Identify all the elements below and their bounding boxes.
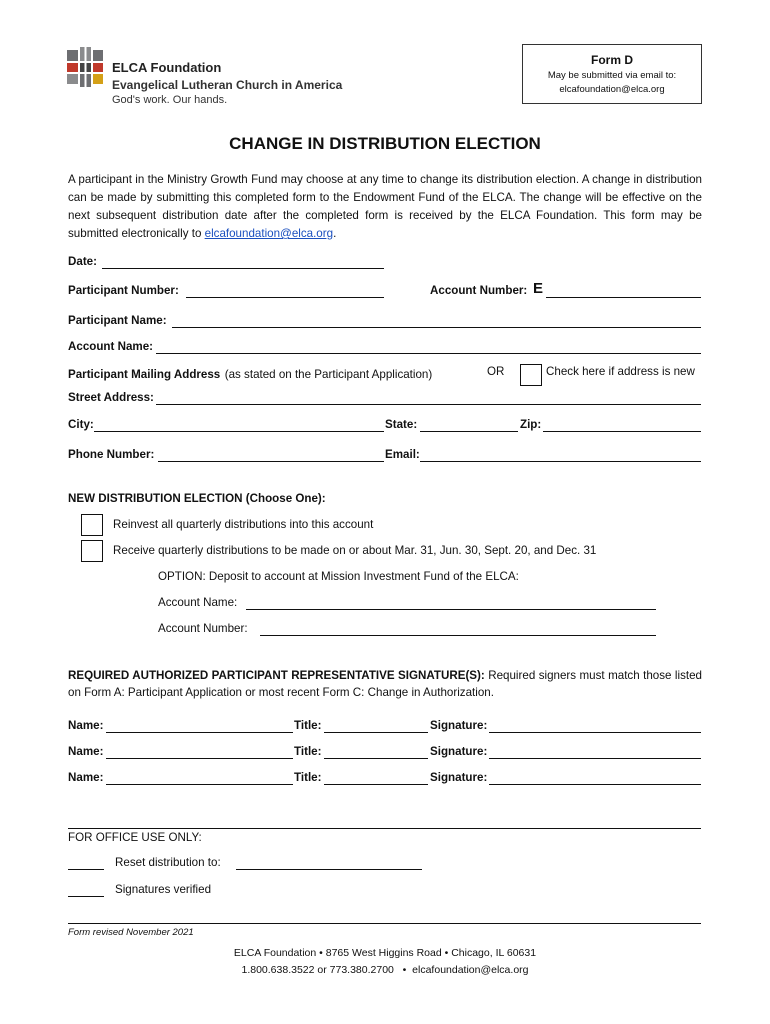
participant-name-field[interactable] xyxy=(172,314,701,328)
participant-name-label: Participant Name: xyxy=(68,314,167,327)
intro-email-link[interactable]: elcafoundation@elca.org xyxy=(204,227,334,240)
reset-initials-field[interactable] xyxy=(68,856,104,870)
signer-3-signature-label: Signature: xyxy=(430,771,488,784)
state-field[interactable] xyxy=(420,418,518,432)
signer-1-title-field[interactable] xyxy=(324,719,428,733)
footer-contact xyxy=(0,964,770,976)
account-name-label: Account Name: xyxy=(68,340,154,353)
email-field[interactable] xyxy=(420,448,701,462)
state-label: State: xyxy=(385,418,418,431)
mailing-address-label: Participant Mailing Address xyxy=(68,368,221,381)
participant-number-label: Participant Number: xyxy=(68,284,179,297)
signer-3-name-field[interactable] xyxy=(106,771,293,785)
signatures-verified-label: Signatures verified xyxy=(115,883,212,896)
account-number-label: Account Number: xyxy=(430,284,528,297)
city-label: City: xyxy=(68,418,94,431)
signature-heading: REQUIRED AUTHORIZED PARTICIPANT REPRESENTATIVE SIGNATURE(S): xyxy=(68,669,485,682)
city-field[interactable] xyxy=(94,418,384,432)
reset-distribution-label: Reset distribution to: xyxy=(115,856,221,869)
signer-2-title-label: Title: xyxy=(294,745,322,758)
zip-field[interactable] xyxy=(543,418,701,432)
form-id-line1: May be submitted via email to: xyxy=(547,70,677,81)
participant-number-field[interactable] xyxy=(186,284,384,298)
mif-account-number-field[interactable] xyxy=(260,622,656,636)
signer-1-signature-field[interactable] xyxy=(489,719,701,733)
signatures-verified-initials-field[interactable] xyxy=(68,883,104,897)
address-new-checkbox[interactable] xyxy=(520,364,542,386)
elca-cross-logo-icon xyxy=(66,46,104,88)
document-title: CHANGE IN DISTRIBUTION ELECTION xyxy=(229,134,541,153)
street-address-field[interactable] xyxy=(156,391,701,405)
footer-divider xyxy=(68,923,701,924)
mailing-address-row xyxy=(68,365,432,383)
signer-1-signature-label: Signature: xyxy=(430,719,488,732)
signer-2-title-field[interactable] xyxy=(324,745,428,759)
mailing-address-note: (as stated on the Participant Application) xyxy=(224,368,433,381)
address-new-label: Check here if address is new xyxy=(546,365,695,378)
form-revised: Form revised November 2021 xyxy=(68,927,194,938)
signature-note: Required signers must match those listed on Form A: Participant Application or most recent Form C: Change in Authorization. xyxy=(68,669,702,699)
intro-paragraph xyxy=(68,171,702,243)
signer-1-title-label: Title: xyxy=(294,719,322,732)
signer-3-title-field[interactable] xyxy=(324,771,428,785)
tagline: God's work. Our hands. xyxy=(112,94,228,106)
receive-distributions-label: Receive quarterly distributions to be made on or about Mar. 31, Jun. 30, Sept. 20, and Dec. 31 xyxy=(113,544,597,557)
signer-2-signature-field[interactable] xyxy=(489,745,701,759)
reset-distribution-field[interactable] xyxy=(236,856,422,870)
mif-account-number-label: Account Number: xyxy=(158,622,248,635)
street-address-label: Street Address: xyxy=(68,391,154,404)
form-id-email: elcafoundation@elca.org xyxy=(559,84,665,95)
signer-2-name-label: Name: xyxy=(68,745,104,758)
date-field[interactable] xyxy=(102,255,384,269)
receive-distributions-checkbox[interactable] xyxy=(81,540,103,562)
phone-label: Phone Number: xyxy=(68,448,155,461)
office-use-heading: FOR OFFICE USE ONLY: xyxy=(68,831,202,844)
election-heading: NEW DISTRIBUTION ELECTION (Choose One): xyxy=(68,492,326,505)
footer-address: ELCA Foundation • 8765 West Higgins Road • Chicago, IL 60631 xyxy=(233,947,537,959)
signer-3-name-label: Name: xyxy=(68,771,104,784)
reinvest-label: Reinvest all quarterly distributions into this account xyxy=(113,518,374,531)
footer-separator: • xyxy=(402,964,407,976)
intro-text: A participant in the Ministry Growth Fund may choose at any time to change its distribution election. A change in distribution can be made by submitting this completed form to the Endowment Fund of the ELCA. The change will be effective on the next subsequent distribution date after the completed form is received by the ELCA Foundation. This form may be submitted electronically to xyxy=(68,173,702,240)
signer-1-name-label: Name: xyxy=(68,719,104,732)
date-label: Date: xyxy=(68,255,97,268)
intro-end: . xyxy=(333,227,337,240)
phone-field[interactable] xyxy=(158,448,384,462)
mif-account-name-label: Account Name: xyxy=(158,596,238,609)
reinvest-checkbox[interactable] xyxy=(81,514,103,536)
account-number-field[interactable] xyxy=(546,284,701,298)
signer-3-title-label: Title: xyxy=(294,771,322,784)
zip-label: Zip: xyxy=(520,418,542,431)
mif-account-name-field[interactable] xyxy=(246,596,656,610)
church-name: Evangelical Lutheran Church in America xyxy=(112,78,343,92)
footer-phones: 1.800.638.3522 or 773.380.2700 xyxy=(241,964,394,976)
org-name: ELCA Foundation xyxy=(112,60,222,75)
form-id-box xyxy=(522,44,702,104)
signer-3-signature-field[interactable] xyxy=(489,771,701,785)
email-label: Email: xyxy=(385,448,420,461)
account-name-field[interactable] xyxy=(156,340,701,354)
signer-2-name-field[interactable] xyxy=(106,745,293,759)
office-divider xyxy=(68,828,701,829)
mif-option-label: OPTION: Deposit to account at Mission Investment Fund of the ELCA: xyxy=(158,570,519,583)
form-id-title: Form D xyxy=(591,53,633,67)
signature-requirements xyxy=(68,667,702,701)
account-number-prefix: E xyxy=(533,280,544,297)
signer-1-name-field[interactable] xyxy=(106,719,293,733)
footer-email[interactable]: elcafoundation@elca.org xyxy=(412,964,529,976)
or-text: OR xyxy=(487,365,505,378)
signer-2-signature-label: Signature: xyxy=(430,745,488,758)
